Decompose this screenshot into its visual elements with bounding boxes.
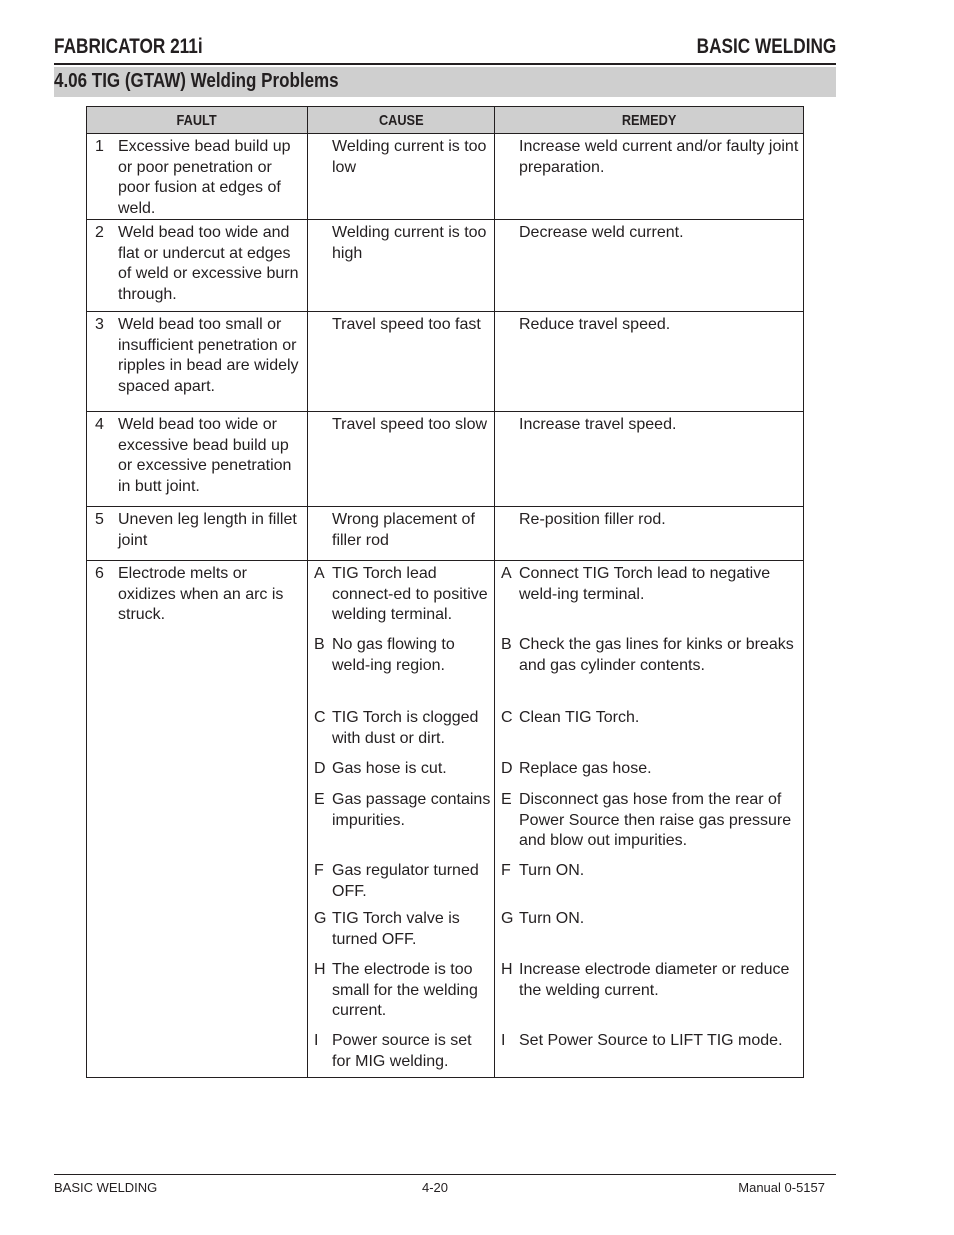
remedy-item [495,861,803,909]
column-header-cause: CAUSE [308,107,495,134]
cause-text: Travel speed too slow [332,416,488,433]
fault-text: Weld bead too small or insufficient penetration or ripples in bead are widely spaced apart. [118,316,299,395]
fault-text: Electrode melts or oxidizes when an arc is struck. [118,565,284,623]
remedy-cell [495,220,804,312]
cause-text: Gas regulator turned OFF. [332,862,479,900]
cause-text: No gas flowing to weld-ing region. [332,636,455,674]
cause-text: Power source is set for MIG welding. [332,1032,472,1070]
remedy-text: Increase travel speed. [519,416,677,433]
cause-item [308,635,494,708]
section-title: 4.06 TIG (GTAW) Welding Problems [54,70,339,92]
table-header-row [87,107,804,134]
cause-letter: D [314,760,326,777]
cause-letter: E [314,791,325,808]
cause-text: TIG Torch is clogged with dust or dirt. [332,709,479,747]
cause-letter: C [314,709,326,726]
fault-text: Excessive bead build up or poor penetration or poor fusion at edges of weld. [118,138,291,217]
remedy-text: Check the gas lines for kinks or breaks and gas cylinder contents. [519,636,794,674]
table-row [87,507,804,561]
fault-number: 4 [95,416,104,433]
remedy-text: Turn ON. [519,910,585,927]
manual-number: Manual 0-5157 [738,1180,825,1195]
remedy-text: Decrease weld current. [519,224,684,241]
remedy-item [495,960,803,1031]
fault-text: Uneven leg length in fillet joint [118,511,297,549]
remedy-cell [495,312,804,412]
cause-item [308,861,494,909]
fault-number: 1 [95,138,104,155]
remedy-item [495,708,803,759]
cause-cell [308,134,495,220]
cause-cell [308,220,495,312]
section-heading-bar [54,67,836,97]
remedy-text: Increase weld current and/or faulty joint preparation. [519,138,799,176]
remedy-cell [495,412,804,507]
cause-letter: F [314,862,324,879]
remedy-text: Increase electrode diameter or reduce the welding current. [519,961,790,999]
remedy-letter: C [501,709,513,726]
fault-cell [87,561,308,1078]
remedy-cell [495,134,804,220]
table-row [87,412,804,507]
remedy-cell [495,507,804,561]
cause-text: Travel speed too fast [332,316,481,333]
cause-letter: H [314,961,326,978]
cause-text: Wrong placement of filler rod [332,511,475,549]
cause-cell [308,312,495,412]
fault-cell [87,412,308,507]
remedy-item [495,790,803,861]
fault-number: 5 [95,511,104,528]
table-row [87,312,804,412]
remedy-text: Re-position filler rod. [519,511,666,528]
remedy-item [495,561,803,635]
cause-item [308,909,494,960]
remedy-letter: D [501,760,513,777]
cause-text: Gas passage contains impurities. [332,791,491,829]
table-row [87,220,804,312]
remedy-item [495,909,803,960]
cause-letter: B [314,636,325,653]
cause-text: The electrode is too small for the welding current. [332,961,478,1019]
cause-letter: A [314,565,325,582]
product-title: FABRICATOR 211i [54,35,203,58]
footer-chapter: BASIC WELDING [54,1180,158,1195]
fault-number: 2 [95,224,104,241]
cause-text: Welding current is too high [332,224,487,262]
remedy-letter: E [501,791,512,808]
cause-item [308,759,494,790]
table-row [87,134,804,220]
fault-cell [87,312,308,412]
remedy-letter: G [501,910,514,927]
remedy-item [495,1031,803,1076]
remedy-text: Turn ON. [519,862,585,879]
fault-number: 6 [95,565,104,582]
fault-number: 3 [95,316,104,333]
remedy-letter: I [501,1032,506,1049]
cause-cell [308,412,495,507]
column-header-remedy: REMEDY [495,107,804,134]
cause-item [308,960,494,1031]
page-footer [54,1174,836,1195]
cause-text: Welding current is too low [332,138,487,176]
cause-item [308,790,494,861]
fault-text: Weld bead too wide and flat or undercut at edges of weld or excessive burn through. [118,224,299,303]
remedy-item [495,759,803,790]
fault-text: Weld bead too wide or excessive bead build up or excessive penetration in butt joint. [118,416,292,495]
page-header [54,33,836,65]
remedy-text: Disconnect gas hose from the rear of Power Source then raise gas pressure and blow out impurities. [519,791,792,849]
cause-item [308,708,494,759]
remedy-letter: A [501,565,512,582]
cause-item [308,1031,494,1076]
remedy-text: Set Power Source to LIFT TIG mode. [519,1032,783,1049]
troubleshooting-table [86,106,804,1078]
cause-cell [308,561,495,1078]
remedy-letter: F [501,862,511,879]
chapter-title: BASIC WELDING [696,35,836,58]
table-row [87,561,804,1078]
fault-cell [87,134,308,220]
cause-text: Gas hose is cut. [332,760,447,777]
column-header-fault: FAULT [87,107,308,134]
cause-letter: G [314,910,327,927]
cause-text: TIG Torch valve is turned OFF. [332,910,460,948]
fault-cell [87,220,308,312]
page-number: 4-20 [422,1180,449,1195]
remedy-text: Clean TIG Torch. [519,709,640,726]
remedy-letter: H [501,961,513,978]
remedy-text: Connect TIG Torch lead to negative weld-ing terminal. [519,565,771,603]
cause-cell [308,507,495,561]
cause-item [308,561,494,635]
remedy-letter: B [501,636,512,653]
fault-cell [87,507,308,561]
remedy-text: Reduce travel speed. [519,316,671,333]
remedy-cell [495,561,804,1078]
remedy-text: Replace gas hose. [519,760,652,777]
cause-text: TIG Torch lead connect-ed to positive welding terminal. [332,565,488,623]
remedy-item [495,635,803,708]
cause-letter: I [314,1032,319,1049]
